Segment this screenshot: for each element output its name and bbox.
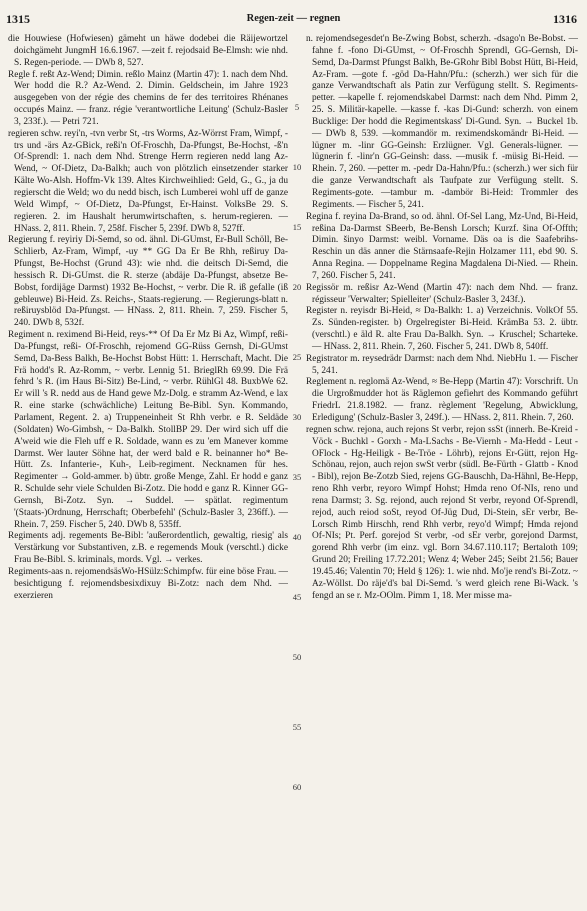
entry-registrator: Registrator m. reysedrädr Darmst: nach dem Nhd. NiebHu 1. — Fischer 5, 241. xyxy=(306,353,578,376)
line-number: 10 xyxy=(292,162,302,172)
line-number: 15 xyxy=(292,222,302,232)
line-number: 45 xyxy=(292,592,302,602)
line-number: 5 xyxy=(294,102,300,112)
page-header xyxy=(0,8,587,30)
line-number: 25 xyxy=(292,352,302,362)
entry-regie: Regle f. reßt Az-Wend; Dimin. reßlo Mainz (Martin 47): 1. nach dem Nhd. Wer hodd die R.? Az-Wend. 2. Dimin. Geldschein, im Jahre 1923 ausgegeben von der régie des chemins de fer des territoires Rhénanes occupés Mainz. — franz. régie 'verantwortliche Leitung' (Schulz-Basler 3, 233f.). — Petri 721. xyxy=(8,69,288,127)
line-number: 55 xyxy=(292,722,302,732)
line-number: 60 xyxy=(292,782,302,792)
entry-regiments-compounds: n. rejomendsegesdet'n Be-Zwing Bobst, scherzh. -dsago'n Be-Bobst. —fahne f. -fono Di-GUmst, ~ Of-Froschh Sprendl, GG-Gernsh, Di-Semd, Da-Darmst Pfungst Balkh, Be-GRohr Bibl Bobst Hütt, Bi-Heid, Az-Fram. —gote f. -göd Da-Hahn/Pfu.: (scherzh.) wer sich für die ganze Verwandtschaft als Patin zur Verfügung stellt. S. Regiments-petter. —kapelle f. rejomendskabel Darmst: nach dem Nhd. Pimm 2, 25. S. Militär-kapelle. —kasse f. -kas Di-Gund: scherzh. von einem Bucklige: Der hodd die Regimentskass' Di-Gund. Syn. → Buckel 1b. — DWb 8, 539. —kommandör m. reximendskomändr Bi-Heid. —lügner m. -linr GG-Geinsh: Erzlügner. Vgl. Generals-lügner. —lügnerin f. -linr'n GG-Geinsh: dass. —musik f. -müsig Bi-Heid. — Rhein. 7, 260. —petter m. -pedr Da-Hahn/Pfu.: (scherzh.) wer sich für die ganze Verwandtschaft als Taufpate zur Verfügung stellt. S. Regiments-gote. —tambur m. -dambör Bi-Heid: Trommler des Regiments. — Fischer 5, 241. xyxy=(306,34,578,210)
entry-regiments-adj: Regiments adj. regements Be-Bibl: 'außerordentlich, gewaltig, riesig' als Verstärkung vor Substantiven, z.B. e regemends Mouk (verschtl.) dicke Frau Be-Bibl. S. kriminals, mords. Vgl. → verkes. xyxy=(8,531,288,566)
right-column xyxy=(306,34,578,904)
line-number-gutter xyxy=(288,34,306,904)
line-number: 40 xyxy=(292,532,302,542)
entry-regierung: Regierung f. reyiriy Di-Semd, so od. ähnl. Di-GUmst, Er-Bull Schöll, Be-Schlierb, Az-Fram, Wimpf, -uy ** GG Da Er Be Rhh, reßiruy Da-Pfungst, Be-Hochst (Grund 43): wie nhd. die deitsch Di-Semd, die hessisch R. Di-GUmst. die R. sterze (abdäje Da-Pfungst, absetze Be-Bobst, fordijäge Darmst) 1932 Be-Hochst, ~ verbr. Die R. iß gefalle (iß gebleuwe) Bi-Heid. Zs. Reichs-, Staats-regierung. — Regierungs-blatt n. reßiruysblöd Da-Pfungst. — HNass. 2, 811. Rhein. 7, 259. Fischer 5, 240. DWb 8, 532f. xyxy=(8,235,288,329)
right-page-number: 1316 xyxy=(553,12,577,26)
running-head: Regen-zeit — regnen xyxy=(246,13,341,24)
entry-regnen: regnen schw. rejona, auch rejons St verbr, rejon ssSt (innerh. Be-Kreid - Vöck - Buchkl - Gorxh - Ma-LSachs - Be-Viernh - Ma-Hedd - Leut - OFlock - Hg-Heiligk - Be-Tröe - Löhrb), rejons Er-Gütt, rejon Hg-Schönau, rejon, auch rejon swSt verbr (südl. Be-Fürth - Glattb - Knod - Bibl), rejon Be-Zotzb Sied, rejens GG-Bauschh, Da-Hähnl, Be-Hepp, reno Rhh verbr, reyoro Wimpf Hohst; Hmda reno Of-NIs, reno und rena Darmst; 3. Sg. rejond, auch rejond St verbr, reyond Of-Sprendl, rejod, auch reiod soSt, reyod Of-Jüg Dud, Di-Stein, sEr verbr, Be-Lorsch Rimb Hirschh, rend Rhh verbr, reyo'd Wimpf; Hmda rejond Of-NIs; Pt. Perf. gorejod St verbr, -od sEr verbr, gorejond Darmst, gorend Rhh verbr (im einz. vgl. Born 34.67.110.117; Bertaloth 109; Grund 20; Freiling 17.72.201; Wenz 4; Weber 245; Seibt 21.56; Bauer 19.45.46; Valentin 70; Held § 126): 1. wie nhd. Mo'je rend's Bi-Zotz. ~ Az-Wöllst. Do räje'd's bal Di-Semd. 's werd gleich rene Bi-Wack. 's fengd an se r. Mz-OOlm. Pimm 1, 18. Mer misse ma- xyxy=(306,424,578,601)
line-number: 30 xyxy=(292,412,302,422)
entry-regieren: regieren schw. reyi'n, -tvn verbr St, -trs Worms, Az-Wörrst Fram, Wimpf, -trs und -ärs Az-GBick, reßi'n Of-Froschh, Da-Pfungst, Be-Hochst, -ß'n Of-Sprendl: 1. nach dem Nhd. Strenge Herrn regieren nedd lang Az-Wend, ~ Of-Dietz, Da-Balkh; auch von plötzlich einsetzender starker Kälte Wo-Alsh. Hoffm-Vk 139. Altes Kirchweihlied: Geld, G., G., ja du regierscht die Weld; wo du nedd bisch, isch Lumberei wohl uff de ganze Weld Wimpf, ~ Of-Dietz, Da-Pfungst, Er-Hainst. VolksBe 29. S. regieren. 2. im Haushalt herumwirtschaften, s. herum-regieren. — HNass. 2, 811. Rhein. 7, 258f. Fischer 5, 239f. DWb 8, 527ff. xyxy=(8,128,288,234)
entry-regissoer: Regissör m. reßisr Az-Wend (Martin 47): nach dem Nhd. — franz. régisseur 'Verwalter; Spielleiter' (Schulz-Basler 3, 243f.). xyxy=(306,282,578,305)
entry-regina: Regina f. reyina Da-Brand, so od. ähnl. Of-Sel Lang, Mz-Und, Bi-Heid, reßina Da-Darmst SBeerb, Be-Bensh Lorsch; Kurzf. šina Of-Offth; Dimin. šinyo Darmst: weibl. Vorname. Däs oa is die Saafebrihs-Reschin un däs anner die Stärnsaafe-Rejin Holzamer 111, ebd 90. S. Anna Regina. — Doppelname Regina Magdalena Di-Nied. — Rhein. 7, 260. Fischer 5, 241. xyxy=(306,211,578,281)
entry-register: Register n. reyisdr Bi-Heid, ≈ Da-Balkh: 1. a) Verzeichnis. VolkOf 55. Zs. Sünden-register. b) Orgelregister Bi-Heid. KrämBa 53. 2. übtr. (verschtl.) e äld R. alte Frau Da-Balkh. Syn. → Kruschel; Scharteke. — HNass. 2, 811. Rhein. 7, 260. Fischer 5, 241. DWb 8, 540ff. xyxy=(306,306,578,352)
entry-regiments-aas: Regiments-aas n. rejomendsäsWo-HSülz:Schimpfw. für eine böse Frau. —besichtigung f. rejomendsbesixdixuy Bi-Zotz: nach dem Nhd. —exerzieren xyxy=(8,566,288,601)
entry-reglement: Reglement n. reglomä Az-Wend, ≈ Be-Hepp (Martin 47): Vorschrift. Un die Urgroßmudder hot äs Räglemon gefiehrt des Kommando geführt FriedrL 21.8.1982. — franz. règlement 'Regelung, Abwicklung, Erledigung' (Schulz-Basler 3, 249f.). — HNass. 2, 811. Rhein. 7, 260. xyxy=(306,377,578,423)
line-number: 35 xyxy=(292,472,302,482)
left-page-number: 1315 xyxy=(6,12,30,26)
line-number: 20 xyxy=(292,282,302,292)
line-number: 50 xyxy=(292,652,302,662)
entry-continuation: die Houwiese (Hofwiesen) gämeht un häwe dodebei die Räijewortzel doichgämeht JungmH 16.6.1967. —zeit f. rejodsaid Be-Elmsh: wie nhd. S. Regen-periode. — DWb 8, 527. xyxy=(8,34,288,68)
entry-regiment: Regiment n. reximend Bi-Heid, reys-** Of Da Er Mz Bi Az, Wimpf, reßi- Da-Pfungst, reßi- Of-Froschh, rejomend GG-Rüss Gernsh, Di-GUmst Semd, Da-Bess Balkh, Be-Hochst Bobst Hütt: 1. Herrschaft, Macht. Die Frä hodd's R. Az-Romm, ~ verbr. Lennig 51. BrieglRh 69.99. Die Frä fehrd 's R. (im Haus Bi-Sitz) Be-Lind, ~ verbr. RühlGl 48. BuxbWe 62. Er will 's R. nedd aus de Hand gewe Mz-Dolg. e stramm Az-Wend, e lax R. eine starke (schwächliche) Leitung Be-Bibl. Syn. Kommando, Parlament, Regent. 2. a) Truppeneinheit St Rhh verbr. e R. Seldäde (Soldaten) Wo-Gimbsh, ~ Da-Balkh. StollBP 29. Der wird sich uff die A'weid wie die Fleh uff e R. Soldade, wann es zu 'em Manever komme Darmst. Wer lauter Söhne hat, der werd bald e R. beinanner ho* Be-Hütt. Zs. Infanterie-, Kuh-, Leib-regiment. Necknamen für hes. Regimenter → Gold-ammer. b) übtr. große Menge, Zahl. Er hodd e ganz R. Schulde sehr viele Schulden Bi-Zotz. Die hodd e ganz R. Kinner GG-Gernsh, Bi-Zotz. Syn. → Suddel. — spätlat. regimentum '(Staats-)Ordnung, Herrschaft; Oberbefehl' (Schulz-Basler 3, 236ff.). — Rhein. 7, 259. Fischer 5, 240. DWb 8, 535ff. xyxy=(8,330,288,530)
left-column xyxy=(8,34,288,904)
